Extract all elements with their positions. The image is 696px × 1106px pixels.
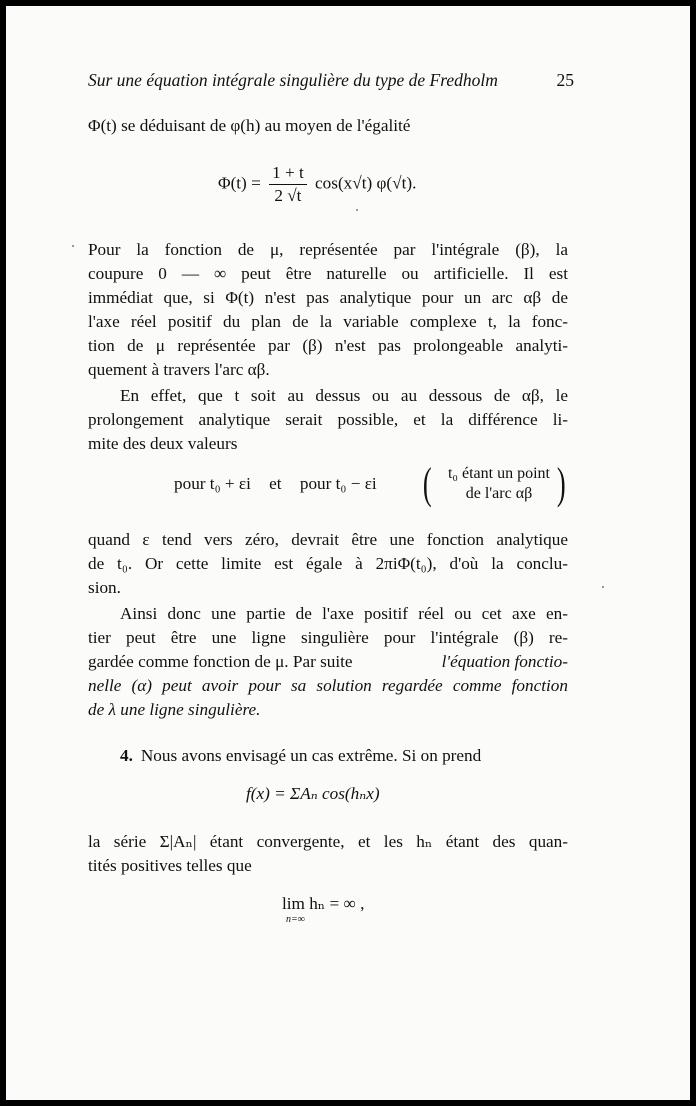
para4-italic-line: de λ une ligne singulière.	[88, 700, 261, 719]
header-title: Sur une équation intégrale singulière du type de Fredholm	[88, 70, 498, 90]
para1-line: coupure 0 — ∞ peut être naturelle ou artificielle. Il est	[88, 264, 568, 283]
para4-italic-line: nelle (α) peut avoir pour sa solution regardée comme fonction	[88, 676, 568, 695]
formula-phi-lhs: Φ(t) =	[218, 173, 261, 193]
speck	[356, 209, 358, 211]
para1-line: immédiat que, si Φ(t) n'est pas analytique pour un arc αβ de	[88, 288, 568, 307]
formula-lim-main: lim hₙ = ∞ ,	[282, 894, 365, 913]
para2-line: mite des deux valeurs	[88, 434, 238, 453]
condition-line: t₀ étant un point	[447, 465, 550, 482]
formula-pour-plus: pour t₀ + εi	[174, 474, 251, 493]
speck	[602, 586, 604, 588]
condition-line: de l'arc αβ	[465, 485, 533, 502]
para1-line: l'axe réel positif du plan de la variable complexe t, la fonc-	[88, 312, 568, 331]
formula-lim	[282, 894, 364, 926]
para4-mixed-line	[88, 650, 568, 674]
formula-condition	[436, 464, 562, 504]
para2-line: prolongement analytique serait possible, et la différence li-	[88, 410, 568, 429]
section-number: 4.	[120, 746, 133, 765]
para2-line: En effet, que t soit au dessus ou au dessous de αβ, le	[120, 386, 568, 405]
formula-limits	[174, 474, 377, 494]
para4-line: tier peut être une ligne singulière pour l'intégrale (β) re-	[88, 628, 568, 647]
formula-f: f(x) = ΣAₙ cos(hₙx)	[246, 784, 380, 803]
formula-phi-rhs: cos(x√t) φ(√t).	[315, 173, 417, 193]
running-header	[88, 70, 574, 91]
para5-line: la série Σ|Aₙ| étant convergente, et les hₙ étant des quan-	[88, 832, 568, 851]
book-page	[6, 6, 690, 1100]
formula-et: et	[269, 474, 282, 493]
section-line: Nous avons envisagé un cas extrême. Si on prend	[140, 746, 482, 765]
section-4-heading	[120, 744, 568, 768]
para4-plain-end: gardée comme fonction de μ. Par suite	[88, 652, 353, 671]
para3-line: de t₀. Or cette limite est égale à 2πiΦ(t₀), d'où la conclu-	[88, 554, 568, 573]
para4-italic-start: l'équation fonctio-	[441, 652, 568, 671]
intro-line: Φ(t) se déduisant de φ(h) au moyen de l'égalité	[88, 116, 411, 135]
formula-pour-minus: pour t₀ − εi	[299, 474, 377, 493]
para3-line: quand ε tend vers zéro, devrait être une fonction analytique	[88, 530, 568, 549]
para1-line: Pour la fonction de μ, représentée par l'intégrale (β), la	[88, 240, 568, 259]
para1-line: quement à travers l'arc αβ.	[88, 360, 270, 379]
para5-line: tités positives telles que	[88, 856, 252, 875]
right-paren: )	[556, 459, 566, 508]
para3-line: sion.	[88, 578, 121, 597]
formula-phi	[218, 162, 416, 207]
para1-line: tion de μ représentée par (β) n'est pas prolongeable analyti-	[88, 336, 568, 355]
page-number: 25	[556, 70, 574, 90]
para4-line: Ainsi donc une partie de l'axe positif réel ou cet axe en-	[120, 604, 568, 623]
left-paren: (	[422, 459, 432, 508]
speck	[72, 245, 74, 247]
formula-phi-fraction	[269, 162, 307, 207]
formula-phi-denominator: 2 √t	[274, 186, 302, 205]
formula-lim-sub: n=∞	[286, 914, 305, 925]
formula-phi-numerator: 1 + t	[269, 162, 307, 185]
